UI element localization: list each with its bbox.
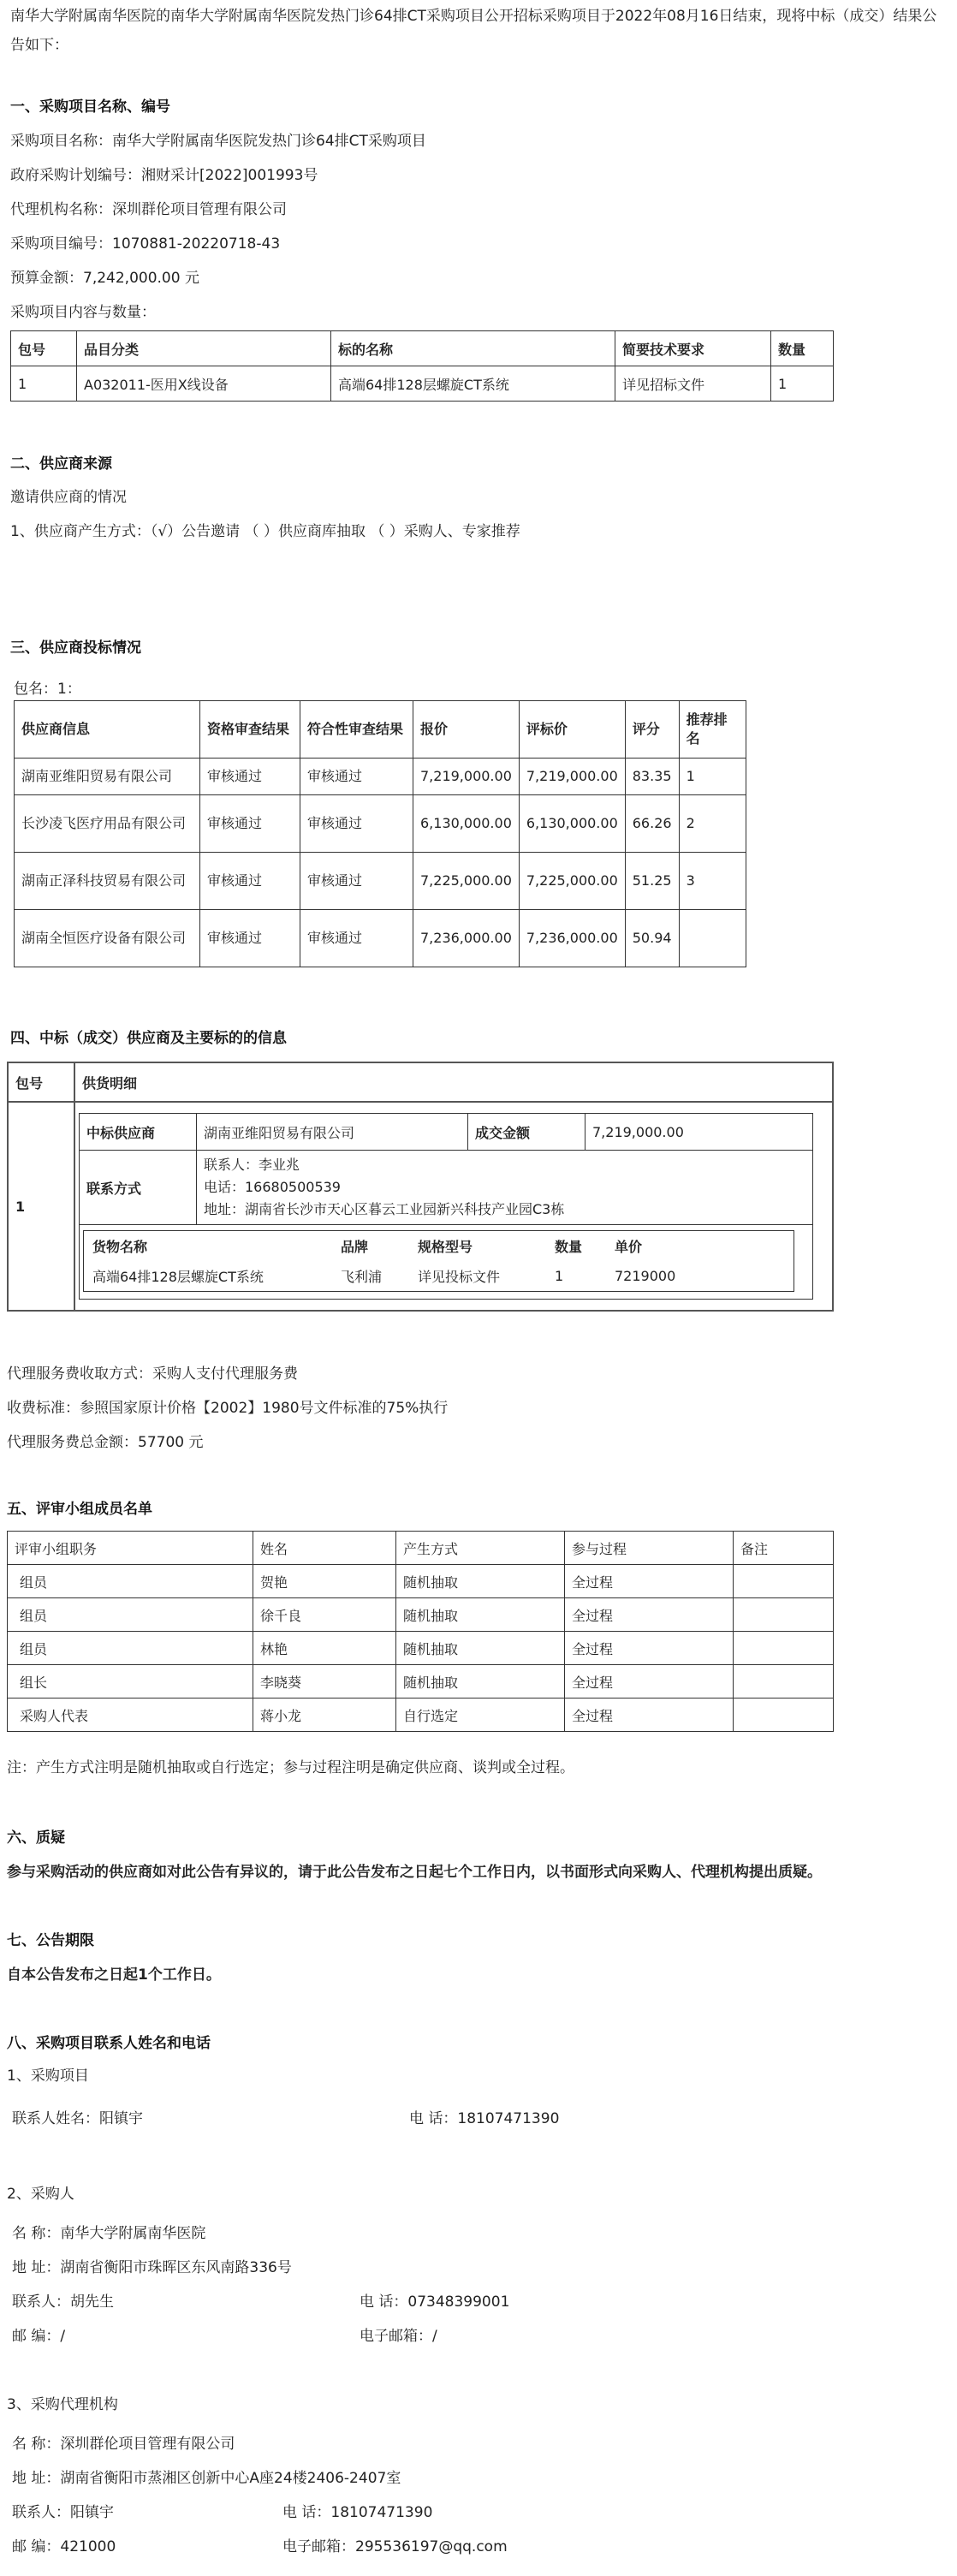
cell: 7,225,000.00 — [413, 853, 520, 910]
section-1-heading: 一、采购项目名称、编号 — [10, 98, 170, 116]
table-row — [8, 1665, 834, 1698]
fee-method: 代理服务费收取方式：采购人支付代理服务费 — [7, 1365, 298, 1383]
th-category: 品目分类 — [77, 331, 331, 366]
cell: 全过程 — [565, 1565, 734, 1598]
table-row — [15, 853, 746, 910]
table-row — [80, 1151, 813, 1225]
th-compliance: 符合性审查结果 — [300, 701, 413, 759]
cell: 51.25 — [625, 853, 679, 910]
th-unit-price: 单价 — [615, 1239, 643, 1255]
th-qualification: 资格审查结果 — [200, 701, 300, 759]
intro-text: 南华大学附属南华医院的南华大学附属南华医院发热门诊64排CT采购项目公开招标采购项目于2022年08月16日结束，现将中标（成交）结果公告如下： — [10, 8, 937, 54]
cell: 审核通过 — [200, 795, 300, 853]
cell — [679, 910, 746, 967]
project-contact-name: 联系人姓名：阳镇宇 — [12, 2110, 143, 2127]
th-quantity: 数量 — [771, 331, 834, 366]
cell: 高端64排128层螺旋CT系统 — [331, 366, 615, 402]
purchaser-name: 名 称：南华大学附属南华医院 — [12, 2225, 206, 2242]
section-5-heading: 五、评审小组成员名单 — [7, 1501, 152, 1518]
th-price: 报价 — [413, 701, 520, 759]
table-row — [15, 910, 746, 967]
cell — [734, 1565, 834, 1598]
contact-sub-project: 1、采购项目 — [7, 2067, 89, 2085]
supplier-source-label: 邀请供应商的情况 — [10, 489, 127, 506]
cell: 2 — [679, 795, 746, 853]
th-name: 姓名 — [253, 1532, 396, 1565]
cell: 7,236,000.00 — [519, 910, 625, 967]
th-tech-req: 简要技术要求 — [615, 331, 771, 366]
cell — [734, 1632, 834, 1665]
table-row — [8, 1102, 833, 1311]
cell: 审核通过 — [300, 759, 413, 795]
purchaser-zip: 邮 编：/ — [12, 2328, 66, 2345]
contact-address: 地址：湖南省长沙市天心区暮云工业园新兴科技产业园C3栋 — [204, 1201, 565, 1217]
table-header-row — [11, 331, 834, 366]
contact-details — [197, 1151, 813, 1225]
agency-contact-name: 名 称：深圳群伦项目管理有限公司 — [12, 2436, 235, 2453]
cell: 采购人代表 — [8, 1698, 253, 1732]
contact-label: 联系方式 — [80, 1151, 197, 1225]
review-note: 注：产生方式注明是随机抽取或自行选定；参与过程注明是确定供应商、谈判或全过程。 — [7, 1759, 574, 1776]
cell: 审核通过 — [200, 853, 300, 910]
agency-phone: 电 话：18107471390 — [282, 2504, 433, 2521]
cell: 组长 — [8, 1665, 253, 1698]
deal-amount: 7,219,000.00 — [585, 1114, 813, 1151]
th-brand: 品牌 — [341, 1239, 369, 1255]
cell: 高端64排128层螺旋CT系统 — [92, 1269, 264, 1285]
winner-label: 中标供应商 — [80, 1114, 197, 1151]
bid-table — [14, 700, 746, 967]
cell: 详见招标文件 — [615, 366, 771, 402]
table-row — [11, 366, 834, 402]
cell: 全过程 — [565, 1598, 734, 1632]
section-8-heading: 八、采购项目联系人姓名和电话 — [7, 2035, 211, 2052]
th-pkg: 包号 — [11, 331, 77, 366]
section-3-heading: 三、供应商投标情况 — [10, 640, 141, 657]
announcement-period: 自本公告发布之日起1个工作日。 — [7, 1966, 221, 1984]
table-header-row — [84, 1231, 794, 1262]
table-row — [80, 1114, 813, 1151]
review-panel-table — [7, 1531, 834, 1732]
winner-info-table — [79, 1113, 813, 1300]
purchaser-email: 电子邮箱：/ — [360, 2328, 437, 2345]
objection-text: 参与采购活动的供应商如对此公告有异议的，请于此公告发布之日起七个工作日内，以书面形式向采购人、代理机构提出质疑。 — [7, 1864, 822, 1881]
cell: 审核通过 — [300, 910, 413, 967]
cell: 组员 — [8, 1632, 253, 1665]
th-rank: 推荐排名 — [679, 701, 746, 759]
cell: 1 — [771, 366, 834, 402]
project-number: 采购项目编号：1070881-20220718-43 — [10, 235, 281, 253]
cell: 6,130,000.00 — [519, 795, 625, 853]
th-remark: 备注 — [734, 1532, 834, 1565]
amount-label: 成交金额 — [468, 1114, 585, 1151]
agency-zip: 邮 编：421000 — [12, 2538, 116, 2555]
contact-phone: 电话：16680500539 — [204, 1179, 341, 1195]
cell — [734, 1598, 834, 1632]
cell: 组员 — [8, 1598, 253, 1632]
contact-sub-agency: 3、采购代理机构 — [7, 2396, 118, 2413]
cell: 审核通过 — [200, 910, 300, 967]
table-row — [15, 759, 746, 795]
section-2-heading: 二、供应商来源 — [10, 455, 112, 473]
winner-name: 湖南亚维阳贸易有限公司 — [197, 1114, 468, 1151]
table-header-row — [15, 701, 746, 759]
cell — [734, 1698, 834, 1732]
fee-standard: 收费标准：参照国家原计价格【2002】1980号文件标准的75%执行 — [7, 1400, 449, 1417]
cell: 长沙凌飞医疗用品有限公司 — [15, 795, 200, 853]
supply-detail-cell — [74, 1102, 833, 1311]
table-header-row — [8, 1062, 833, 1102]
cell: 蒋小龙 — [253, 1698, 396, 1732]
th-eval-price: 评标价 — [519, 701, 625, 759]
th-score: 评分 — [625, 701, 679, 759]
cell: 6,130,000.00 — [413, 795, 520, 853]
cell: 飞利浦 — [341, 1269, 383, 1285]
cell: 7219000 — [615, 1268, 676, 1284]
agency-email: 电子邮箱：295536197@qq.com — [282, 2538, 508, 2555]
cell: A032011-医用X线设备 — [77, 366, 331, 402]
cell: 贺艳 — [253, 1565, 396, 1598]
cell: 83.35 — [625, 759, 679, 795]
th-quantity: 数量 — [555, 1239, 583, 1255]
content-label: 采购项目内容与数量： — [10, 304, 156, 321]
th-process: 参与过程 — [565, 1532, 734, 1565]
section-6-heading: 六、质疑 — [7, 1829, 65, 1847]
cell: 7,219,000.00 — [519, 759, 625, 795]
cell: 随机抽取 — [396, 1598, 565, 1632]
table-row — [8, 1632, 834, 1665]
cell: 1 — [679, 759, 746, 795]
cell: 详见投标文件 — [418, 1269, 501, 1285]
cell: 组员 — [8, 1565, 253, 1598]
table-header-row — [8, 1532, 834, 1565]
table-row — [84, 1261, 794, 1292]
budget-amount: 预算金额：7,242,000.00 元 — [10, 270, 199, 287]
table-row — [15, 795, 746, 853]
contact-person: 联系人：李业兆 — [204, 1157, 300, 1173]
cell: 66.26 — [625, 795, 679, 853]
cell: 1 — [555, 1268, 564, 1284]
project-contact-phone: 电 话：18107471390 — [409, 2110, 560, 2127]
goods-table — [83, 1230, 794, 1292]
cell: 全过程 — [565, 1698, 734, 1732]
cell — [734, 1665, 834, 1698]
cell: 湖南正泽科技贸易有限公司 — [15, 853, 200, 910]
cell: 审核通过 — [300, 853, 413, 910]
cell: 审核通过 — [200, 759, 300, 795]
th-supplier: 供应商信息 — [15, 701, 200, 759]
cell: 1 — [11, 366, 77, 402]
agency-address: 地 址：湖南省衡阳市蒸湘区创新中心A座24楼2406-2407室 — [12, 2470, 401, 2487]
cell: 随机抽取 — [396, 1632, 565, 1665]
purchaser-address: 地 址：湖南省衡阳市珠晖区东风南路336号 — [12, 2259, 292, 2276]
th-model: 规格型号 — [418, 1239, 473, 1255]
package-label: 包名：1： — [14, 681, 81, 698]
contact-sub-purchaser: 2、采购人 — [7, 2186, 74, 2203]
cell: 全过程 — [565, 1632, 734, 1665]
table-row — [8, 1698, 834, 1732]
agency-contact: 联系人：阳镇宇 — [12, 2504, 114, 2521]
agency-name: 代理机构名称：深圳群伦项目管理有限公司 — [10, 201, 287, 218]
cell: 全过程 — [565, 1665, 734, 1698]
goods-cell — [80, 1225, 813, 1300]
section-7-heading: 七、公告期限 — [7, 1932, 94, 1949]
table-row — [80, 1225, 813, 1300]
th-method: 产生方式 — [396, 1532, 565, 1565]
project-name: 采购项目名称：南华大学附属南华医院发热门诊64排CT采购项目 — [10, 133, 426, 150]
cell: 随机抽取 — [396, 1665, 565, 1698]
th-goods-name: 货物名称 — [92, 1239, 148, 1255]
cell: 湖南全恒医疗设备有限公司 — [15, 910, 200, 967]
plan-number: 政府采购计划编号：湘财采计[2022]001993号 — [10, 167, 318, 184]
cell: 审核通过 — [300, 795, 413, 853]
purchaser-contact: 联系人：胡先生 — [12, 2293, 114, 2311]
th-role: 评审小组职务 — [8, 1532, 253, 1565]
th-supply-detail: 供货明细 — [74, 1062, 833, 1102]
table-row — [8, 1598, 834, 1632]
cell: 7,225,000.00 — [519, 853, 625, 910]
procurement-items-table — [10, 330, 834, 402]
cell: 湖南亚维阳贸易有限公司 — [15, 759, 200, 795]
supplier-method: 1、供应商产生方式：（√）公告邀请 （ ）供应商库抽取 （ ）采购人、专家推荐 — [10, 523, 520, 540]
purchaser-phone: 电 话：07348399001 — [360, 2293, 510, 2311]
th-item-name: 标的名称 — [331, 331, 615, 366]
fee-total: 代理服务费总金额：57700 元 — [7, 1434, 204, 1451]
winner-table — [7, 1062, 834, 1312]
table-row — [8, 1565, 834, 1598]
cell: 徐千良 — [253, 1598, 396, 1632]
cell: 7,236,000.00 — [413, 910, 520, 967]
cell: 随机抽取 — [396, 1565, 565, 1598]
cell: 李晓葵 — [253, 1665, 396, 1698]
cell: 林艳 — [253, 1632, 396, 1665]
winner-pkg-number: 1 — [8, 1102, 74, 1311]
section-4-heading: 四、中标（成交）供应商及主要标的的信息 — [10, 1030, 287, 1047]
cell: 自行选定 — [396, 1698, 565, 1732]
cell: 7,219,000.00 — [413, 759, 520, 795]
cell: 50.94 — [625, 910, 679, 967]
cell: 3 — [679, 853, 746, 910]
th-pkg: 包号 — [8, 1062, 74, 1102]
